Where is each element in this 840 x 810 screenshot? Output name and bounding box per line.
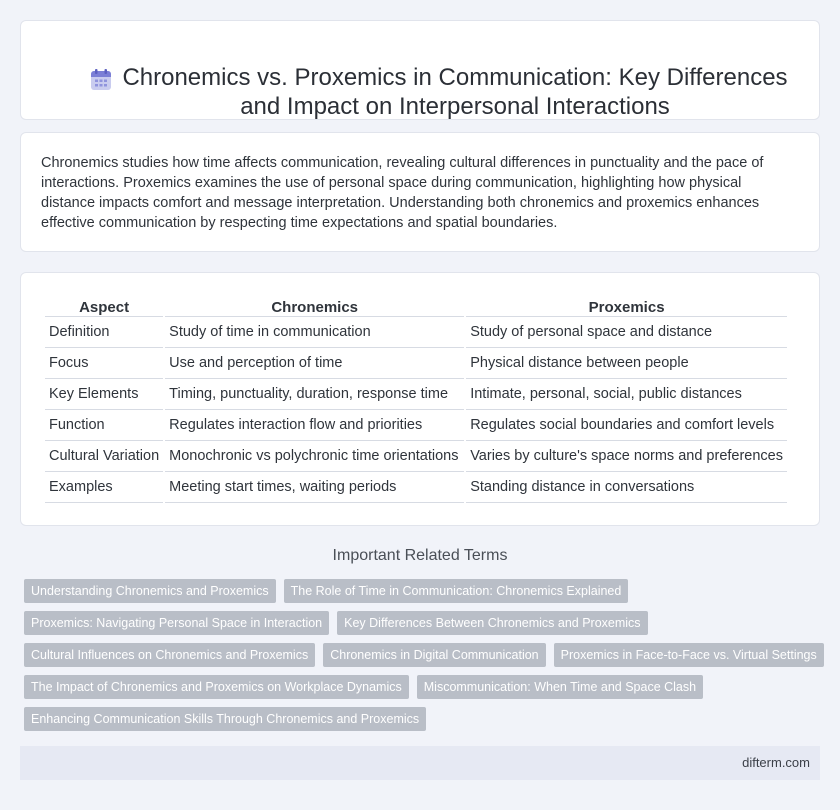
related-term-tag[interactable]: Proxemics in Face-to-Face vs. Virtual Settings <box>554 643 824 667</box>
related-term-tag[interactable]: Cultural Influences on Chronemics and Proxemics <box>24 643 315 667</box>
table-cell: Cultural Variation <box>45 441 163 472</box>
header-aspect: Aspect <box>45 295 163 317</box>
table-row <box>45 348 787 379</box>
table-cell: Timing, punctuality, duration, response time <box>165 379 464 410</box>
header-proxemics: Proxemics <box>466 295 787 317</box>
related-term-tag[interactable]: Proxemics: Navigating Personal Space in Interaction <box>24 611 329 635</box>
table-header-row <box>45 295 787 317</box>
table-cell: Varies by culture's space norms and preferences <box>466 441 787 472</box>
site-name[interactable]: difterm.com <box>742 755 810 770</box>
table-row <box>45 379 787 410</box>
comparison-table <box>43 295 789 503</box>
table-cell: Physical distance between people <box>466 348 787 379</box>
table-cell: Examples <box>45 472 163 503</box>
footer-bar <box>20 746 820 780</box>
related-term-tag[interactable]: The Impact of Chronemics and Proxemics on Workplace Dynamics <box>24 675 409 699</box>
table-cell: Study of personal space and distance <box>466 317 787 348</box>
table-row <box>45 441 787 472</box>
related-term-tag[interactable]: Miscommunication: When Time and Space Clash <box>417 675 703 699</box>
related-term-tag[interactable]: The Role of Time in Communication: Chronemics Explained <box>284 579 629 603</box>
intro-card <box>20 132 820 252</box>
table-cell: Meeting start times, waiting periods <box>165 472 464 503</box>
table-cell: Intimate, personal, social, public distances <box>466 379 787 410</box>
related-term-tag[interactable]: Enhancing Communication Skills Through Chronemics and Proxemics <box>24 707 426 731</box>
table-cell: Monochronic vs polychronic time orientations <box>165 441 464 472</box>
table-cell: Regulates social boundaries and comfort levels <box>466 410 787 441</box>
table-cell: Regulates interaction flow and priorities <box>165 410 464 441</box>
table-cell: Focus <box>45 348 163 379</box>
intro-paragraph: Chronemics studies how time affects communication, revealing cultural differences in punctuality and the pace of interactions. Proxemics examines the use of personal space during communication, highlighting how physical distance impacts comfort and message interpretation. Understanding both chronemics and proxemics enhances effective communication by respecting time expectations and spatial boundaries. <box>41 155 764 231</box>
calendar-icon <box>89 68 113 92</box>
table-cell: Standing distance in conversations <box>466 472 787 503</box>
header-chronemics: Chronemics <box>165 295 464 317</box>
table-row <box>45 317 787 348</box>
comparison-card <box>20 272 820 526</box>
page-title: Chronemics vs. Proxemics in Communication: Key Differences and Impact on Interpersonal Interactions <box>122 64 788 120</box>
related-term-tag[interactable]: Chronemics in Digital Communication <box>323 643 545 667</box>
table-cell: Use and perception of time <box>165 348 464 379</box>
table-row <box>45 410 787 441</box>
related-terms-heading: Important Related Terms <box>332 547 508 564</box>
title-card <box>20 20 820 120</box>
related-term-tag[interactable]: Key Differences Between Chronemics and Proxemics <box>337 611 647 635</box>
table-cell: Study of time in communication <box>165 317 464 348</box>
table-row <box>45 472 787 503</box>
table-cell: Key Elements <box>45 379 163 410</box>
table-cell: Definition <box>45 317 163 348</box>
related-terms-list <box>24 579 824 731</box>
table-cell: Function <box>45 410 163 441</box>
related-term-tag[interactable]: Understanding Chronemics and Proxemics <box>24 579 276 603</box>
